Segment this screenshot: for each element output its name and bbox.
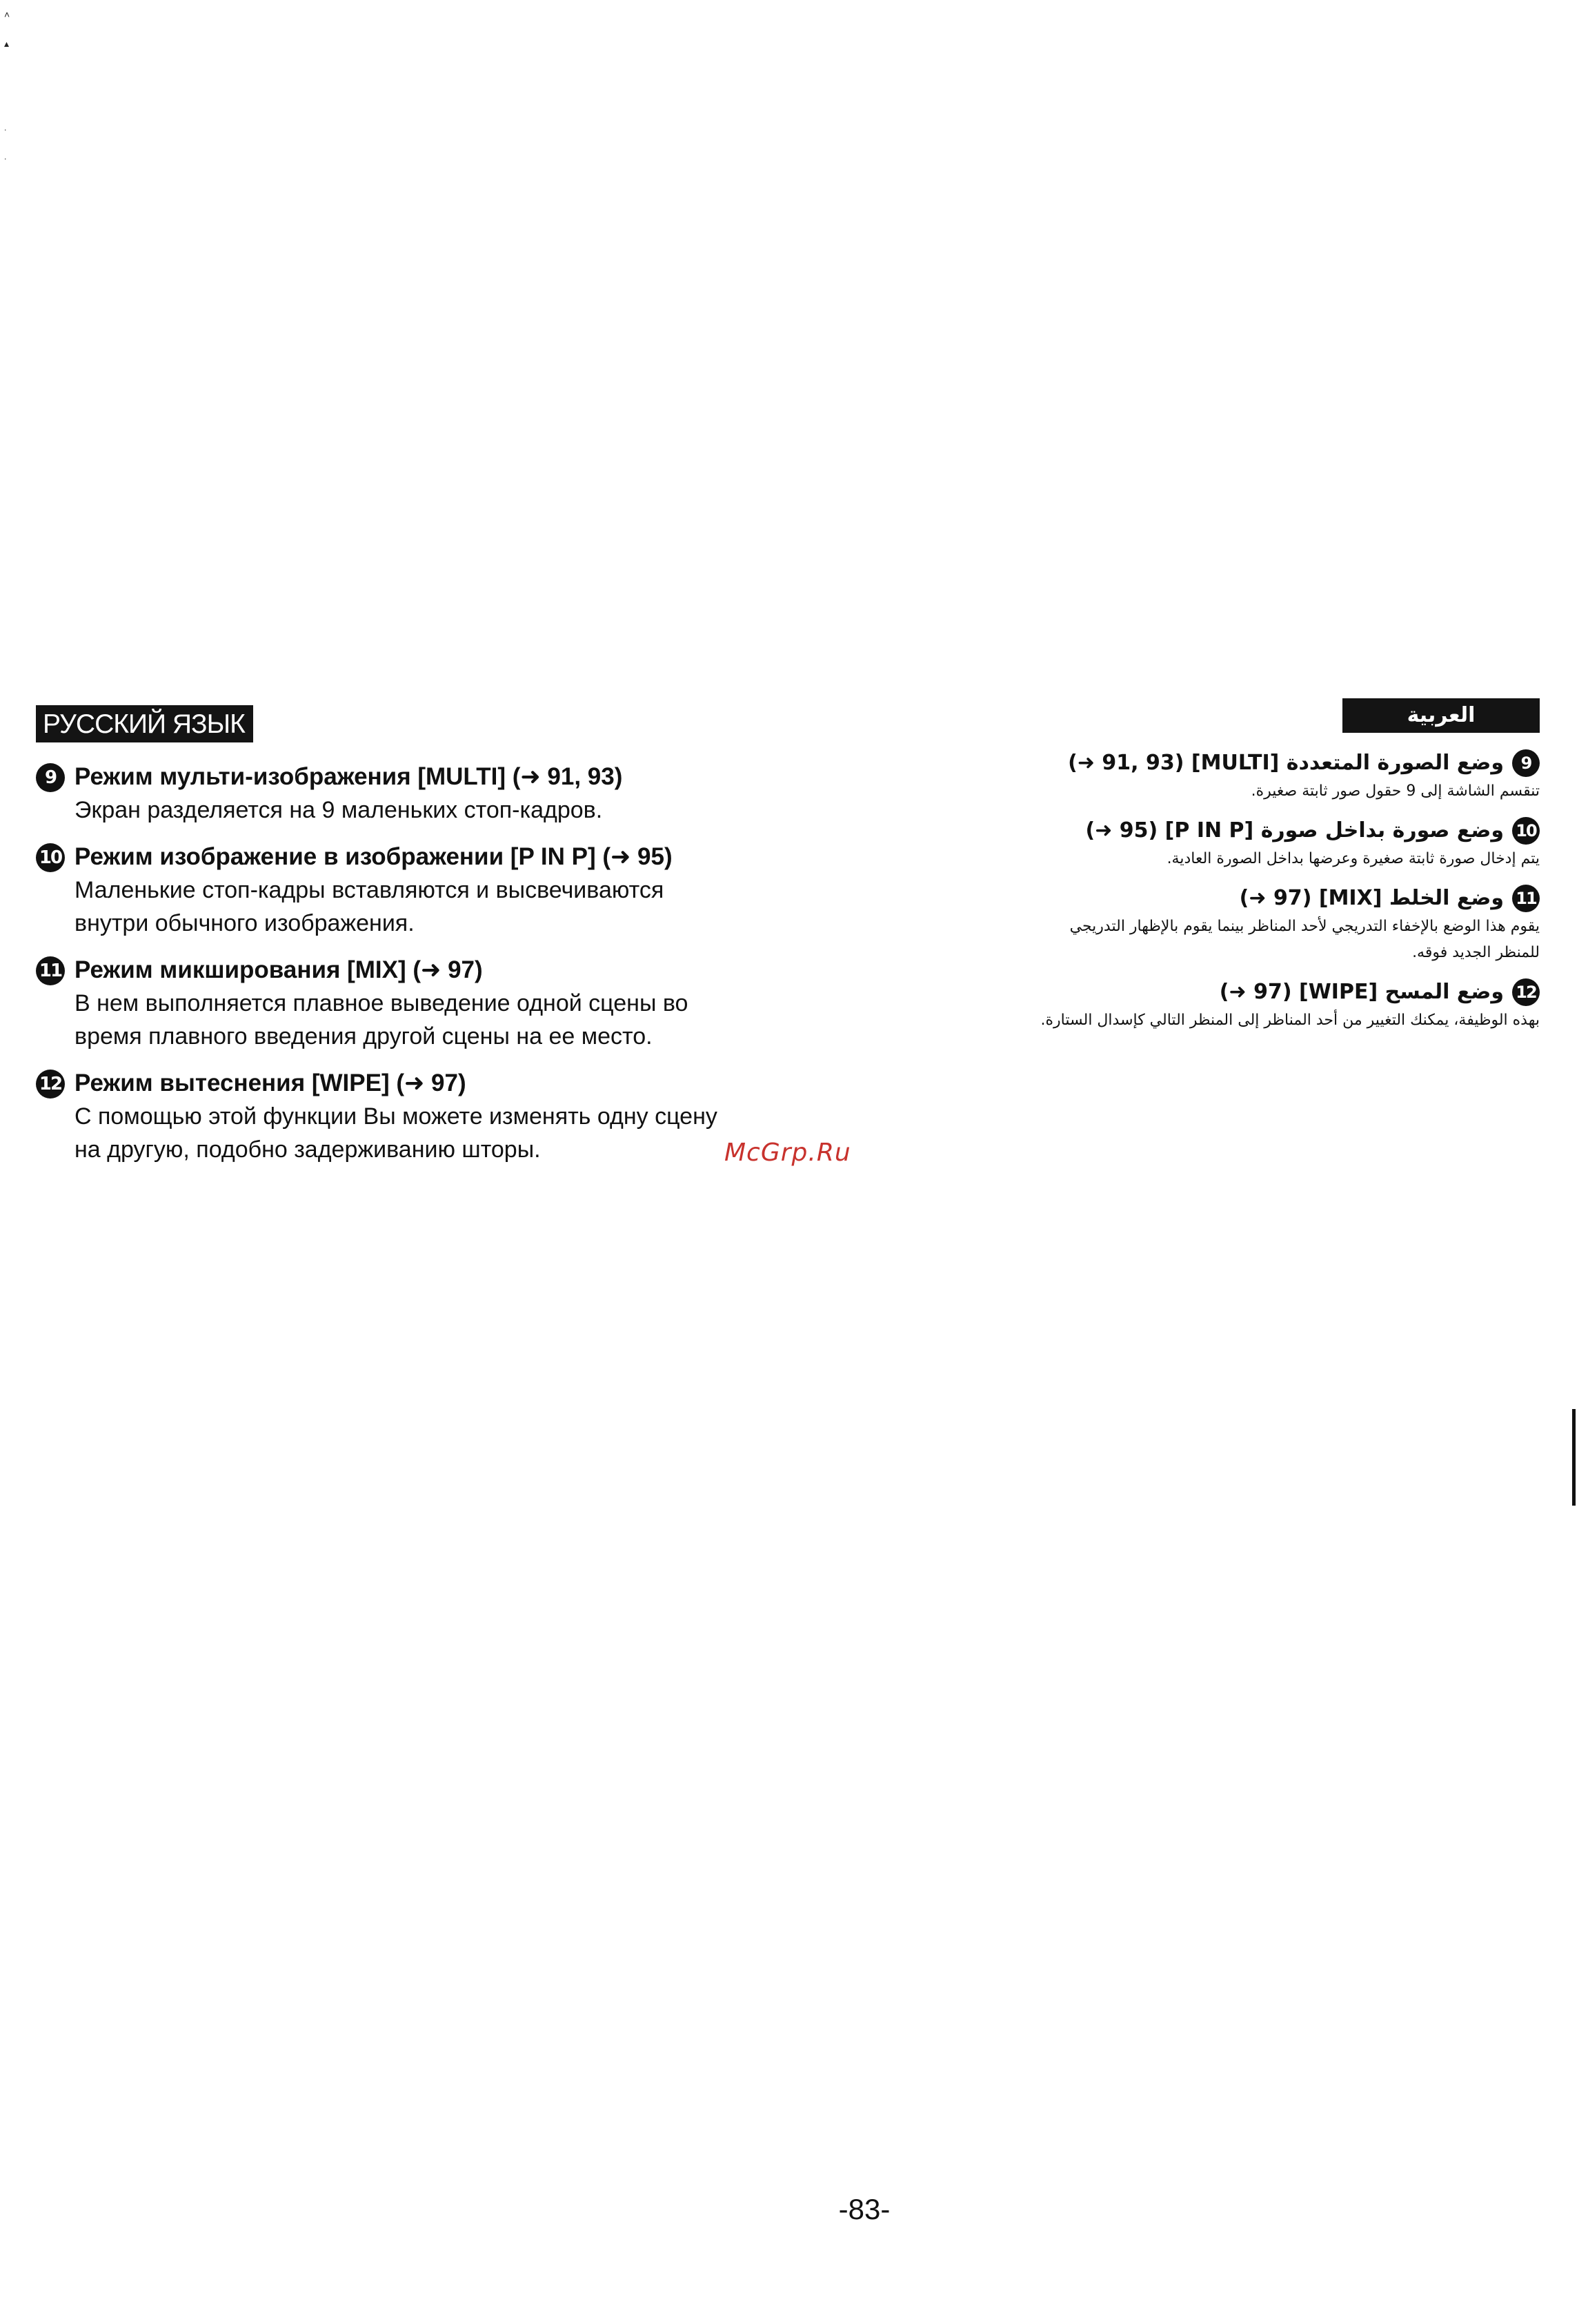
item-title: Режим мульти-изображения [MULTI] (➜ 91, 93)	[75, 763, 623, 790]
margin-mark: ˙	[4, 128, 8, 139]
item-description: يقوم هذا الوضع بالإخفاء التدريجي لأحد المناظر بينما يقوم بالإظهار التدريجي للمنظر الجديد فوقه.	[1069, 918, 1540, 961]
item-description: يتم إدخال صورة ثابتة صغيرة وعرضها بداخل الصورة العادية.	[1167, 850, 1540, 867]
russian-item-mix	[36, 954, 891, 1053]
margin-mark: ▴	[4, 38, 10, 49]
item-number-badge: 11	[1512, 885, 1540, 912]
item-number-badge: 10	[36, 843, 65, 872]
item-title: وضع الخلط [MIX] (97 ➜)	[1239, 886, 1504, 910]
arabic-item-mix	[850, 883, 1540, 966]
arabic-item-pinp	[850, 816, 1540, 872]
margin-bar	[1572, 1409, 1576, 1506]
russian-section	[36, 705, 891, 1166]
item-number-badge: 9	[36, 763, 65, 792]
item-number-badge: 10	[1512, 817, 1540, 845]
margin-mark: ˄	[4, 9, 10, 20]
page-number: -83-	[838, 2193, 891, 2225]
item-number-badge: 12	[1512, 978, 1540, 1006]
item-title: وضع صورة بداخل صورة [P IN P] (95 ➜)	[1085, 818, 1504, 843]
item-number-badge: 11	[36, 956, 65, 985]
russian-item-multi	[36, 760, 891, 827]
arabic-language-badge: العربية	[1342, 698, 1540, 733]
item-description: В нем выполняется плавное выведение одной сцены во время плавного введения другой сцены на ее место.	[75, 990, 688, 1050]
item-description: С помощью этой функции Вы можете изменять одну сцену на другую, подобно задерживанию шторы.	[75, 1103, 717, 1163]
watermark: McGrp.Ru	[724, 1139, 851, 1167]
russian-item-pinp	[36, 840, 891, 940]
arabic-section	[850, 698, 1540, 1034]
item-title: وضع الصورة المتعددة [MULTI] (91, 93 ➜)	[1068, 751, 1504, 775]
item-number-badge: 12	[36, 1070, 65, 1099]
margin-mark: ˙	[4, 157, 8, 168]
item-title: Режим микширования [MIX] (➜ 97)	[75, 956, 483, 983]
page-number-row	[0, 2193, 1588, 2226]
item-title: وضع المسح [WIPE] (97 ➜)	[1219, 980, 1504, 1004]
item-description: Экран разделяется на 9 маленьких стоп-кадров.	[75, 797, 603, 823]
item-title: Режим вытеснения [WIPE] (➜ 97)	[75, 1070, 466, 1096]
item-description: Маленькие стоп-кадры вставляются и высвечиваются внутри обычного изображения.	[75, 877, 664, 936]
item-title: Режим изображение в изображении [P IN P] (➜ 95)	[75, 843, 673, 870]
item-description: تنقسم الشاشة إلى 9 حقول صور ثابتة صغيرة.	[1251, 782, 1540, 800]
item-description: بهذه الوظيفة، يمكنك التغيير من أحد المناظر إلى المنظر التالي كإسدال الستارة.	[1040, 1012, 1540, 1029]
arabic-item-multi	[850, 748, 1540, 805]
item-number-badge: 9	[1512, 749, 1540, 777]
arabic-item-wipe	[850, 977, 1540, 1034]
russian-language-badge: РУССКИЙ ЯЗЫК	[36, 705, 253, 742]
